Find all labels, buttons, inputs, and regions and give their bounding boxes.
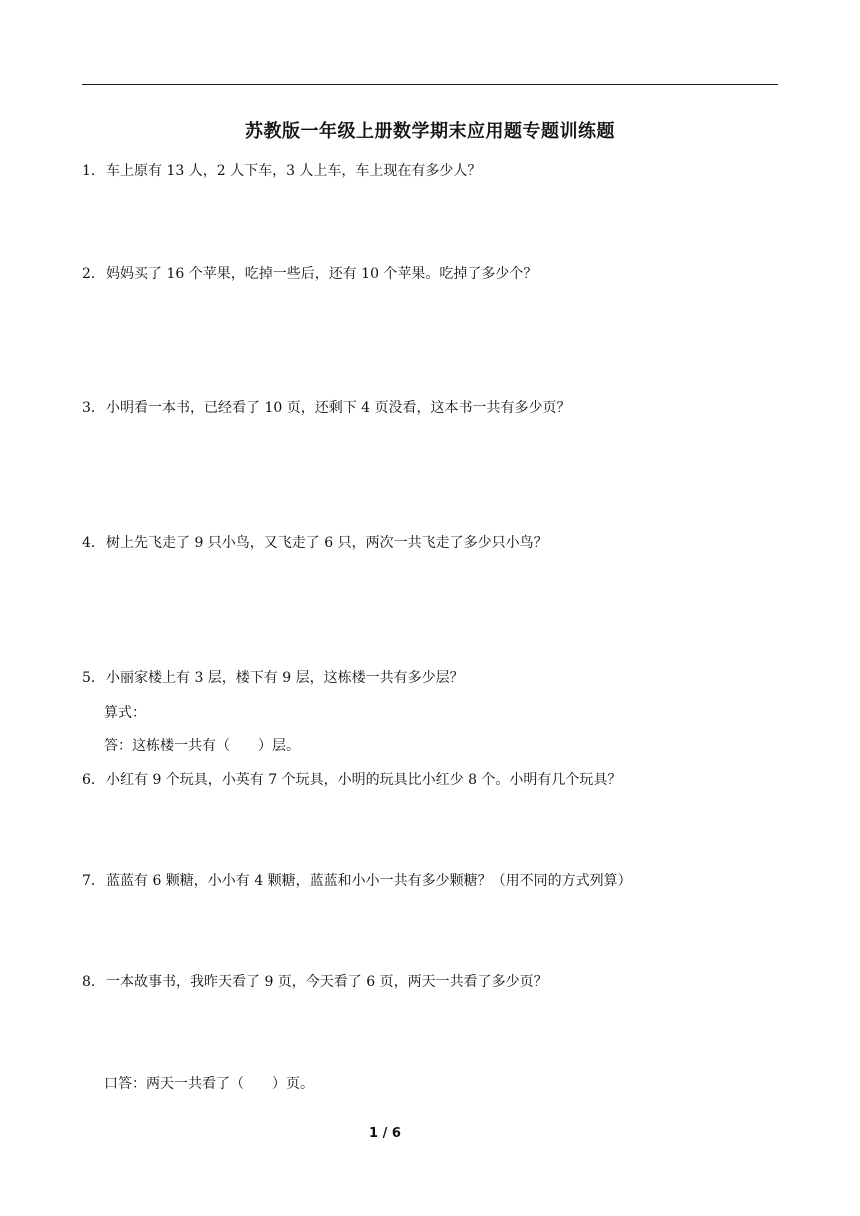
- question-5-number: 5．: [82, 670, 105, 686]
- question-5-formula-label: 算式：: [104, 705, 146, 721]
- question-2-text: 妈妈买了 16 个苹果，吃掉一些后，还有 10 个苹果。吃掉了多少个？: [106, 266, 538, 282]
- question-4-text: 树上先飞走了 9 只小鸟，又飞走了 6 只，两次一共飞走了多少只小鸟？: [106, 535, 548, 551]
- document-title: 苏教版一年级上册数学期末应用题专题训练题: [245, 121, 615, 142]
- question-8-number: 8．: [82, 974, 105, 990]
- question-4-number: 4．: [82, 535, 105, 551]
- question-8-text: 一本故事书，我昨天看了 9 页，今天看了 6 页，两天一共看了多少页？: [106, 974, 548, 990]
- question-7-text: 蓝蓝有 6 颗糖，小小有 4 颗糖，蓝蓝和小小一共有多少颗糖？（用不同的方式列算）: [106, 873, 632, 889]
- question-6-number: 6．: [82, 772, 105, 788]
- question-6-text: 小红有 9 个玩具，小英有 7 个玩具，小明的玩具比小红少 8 个。小明有几个玩具？: [106, 772, 622, 788]
- question-1-number: 1．: [82, 163, 105, 179]
- question-5-answer-line: 答：这栋楼一共有（ ）层。: [104, 738, 300, 754]
- question-1-text: 车上原有 13 人，2 人下车，3 人上车，车上现在有多少人？: [106, 163, 482, 179]
- question-7-number: 7．: [82, 873, 105, 889]
- question-3-text: 小明看一本书，已经看了 10 页，还剩下 4 页没看，这本书一共有多少页？: [106, 400, 571, 416]
- question-8-answer-line: 口答：两天一共看了（ ）页。: [104, 1076, 314, 1092]
- header-rule: [82, 84, 778, 85]
- question-3-number: 3．: [82, 400, 105, 416]
- question-5-text: 小丽家楼上有 3 层，楼下有 9 层，这栋楼一共有多少层？: [106, 670, 464, 686]
- page-number: 1 / 6: [369, 1126, 401, 1141]
- question-2-number: 2．: [82, 266, 105, 282]
